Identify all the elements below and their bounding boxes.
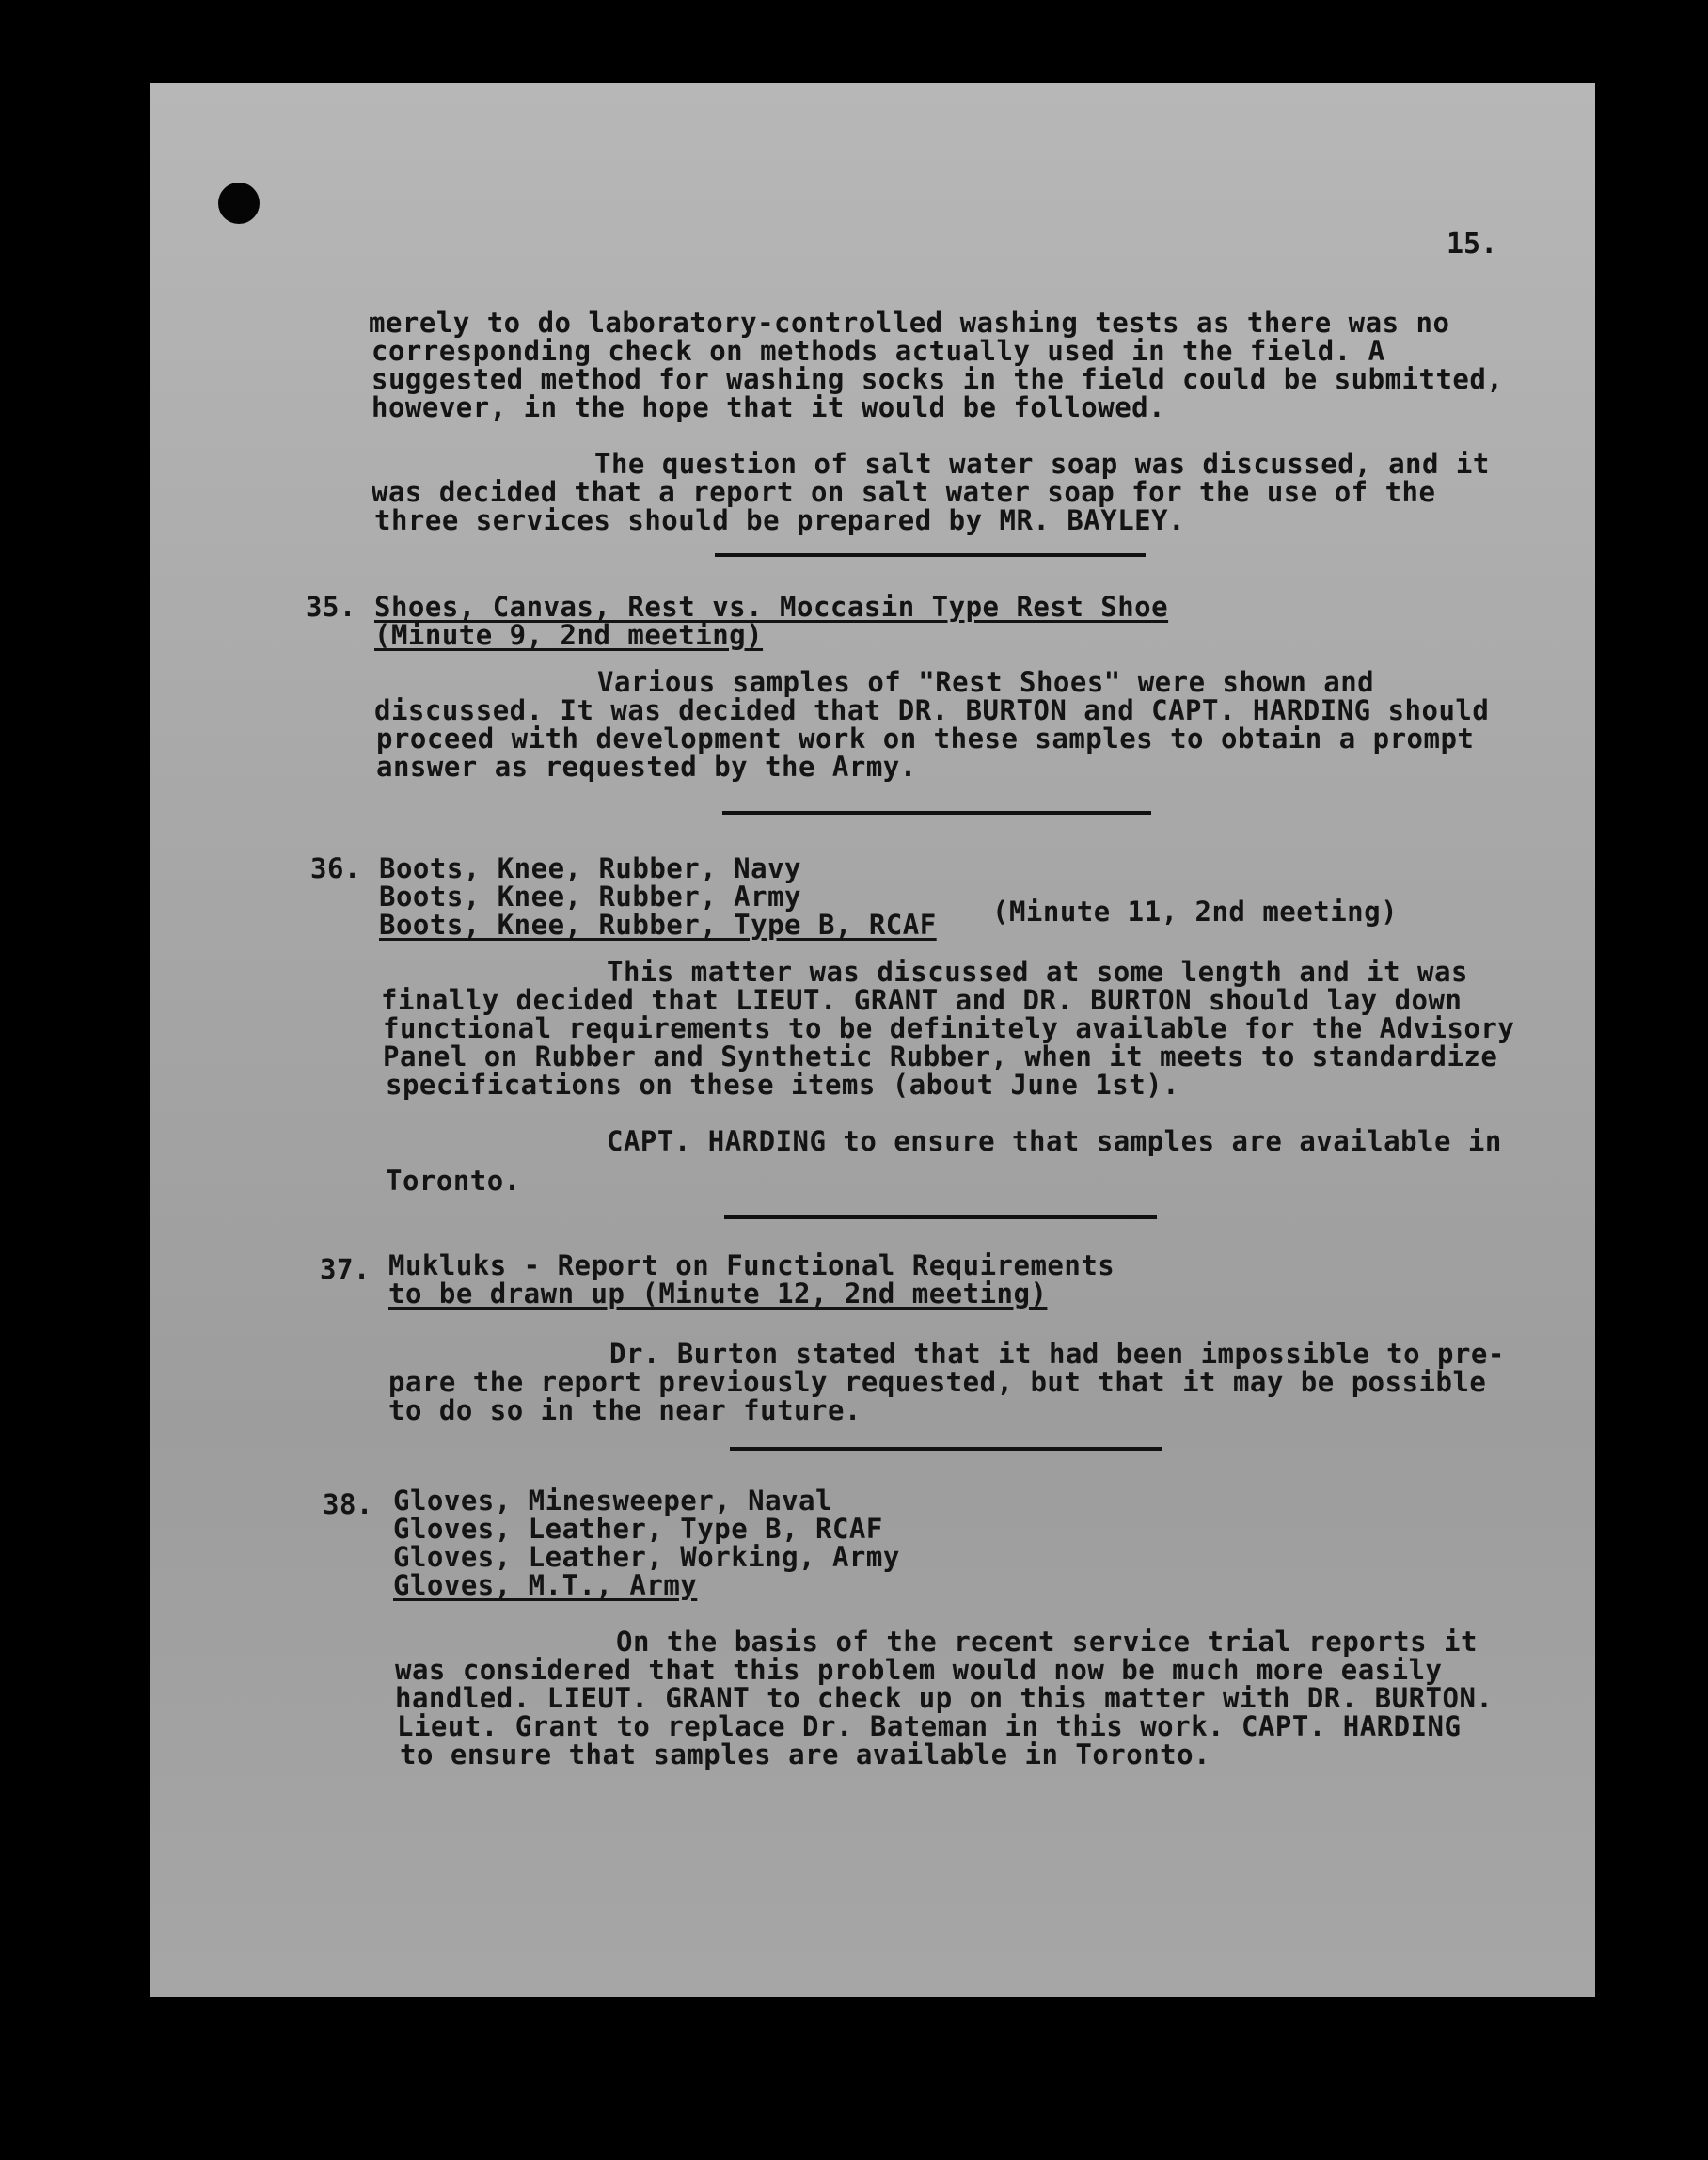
item-heading: Boots, Knee, Rubber, Navy [379, 852, 801, 884]
item-heading: Boots, Knee, Rubber, Type B, RCAF [379, 909, 937, 941]
item-number: 36. [310, 852, 361, 884]
text-line: was decided that a report on salt water soap for the use of the [372, 476, 1436, 508]
text-line: specifications on these items (about June 1st). [386, 1069, 1180, 1101]
text-line: to do so in the near future. [388, 1394, 862, 1426]
item-number: 35. [306, 591, 356, 623]
text-line: On the basis of the recent service trial reports it [616, 1626, 1478, 1658]
text-line: Dr. Burton stated that it had been impossible to pre- [609, 1338, 1505, 1370]
text-line: CAPT. HARDING to ensure that samples are available in [607, 1125, 1502, 1157]
text-line: corresponding check on methods actually used in the field. A [372, 335, 1385, 367]
text-line: merely to do laboratory-controlled washing tests as there was no [369, 307, 1450, 339]
text-line: suggested method for washing socks in the field could be submitted, [372, 363, 1504, 395]
text-line: handled. LIEUT. GRANT to check up on this matter with DR. BURTON. [395, 1682, 1494, 1714]
text-line: This matter was discussed at some length and it was [607, 956, 1468, 988]
section-divider [715, 553, 1146, 557]
punch-hole [218, 183, 260, 224]
text-line: however, in the hope that it would be followed. [372, 391, 1166, 423]
text-line: Various samples of "Rest Shoes" were shown and [597, 666, 1375, 698]
item-heading: to be drawn up (Minute 12, 2nd meeting) [388, 1278, 1048, 1310]
text-line: Toronto. [386, 1165, 521, 1197]
text-line: proceed with development work on these samples to obtain a prompt [376, 723, 1475, 754]
text-line: functional requirements to be definitely available for the Advisory [383, 1012, 1515, 1044]
text-line: The question of salt water soap was discussed, and it [594, 448, 1490, 480]
item-heading: Mukluks - Report on Functional Requirements [388, 1249, 1115, 1281]
text-line: finally decided that LIEUT. GRANT and DR. BURTON should lay down [381, 984, 1463, 1016]
text-line: pare the report previously requested, but that it may be possible [388, 1366, 1487, 1398]
item-number: 37. [320, 1253, 371, 1285]
item-heading: Shoes, Canvas, Rest vs. Moccasin Type Rest Shoe [374, 591, 1169, 623]
item-heading: (Minute 9, 2nd meeting) [374, 619, 764, 651]
text-line: was considered that this problem would now be much more easily [395, 1654, 1443, 1686]
section-divider [724, 1215, 1157, 1219]
item-heading: Gloves, Minesweeper, Naval [393, 1485, 832, 1517]
text-line: discussed. It was decided that DR. BURTON and CAPT. HARDING should [374, 694, 1490, 726]
text-line: Lieut. Grant to replace Dr. Bateman in this work. CAPT. HARDING [397, 1710, 1462, 1742]
text-line: three services should be prepared by MR. BAYLEY. [374, 504, 1186, 536]
item-heading: Gloves, Leather, Working, Army [393, 1541, 900, 1573]
item-number: 38. [323, 1488, 373, 1520]
section-divider [722, 811, 1151, 815]
section-divider [730, 1447, 1162, 1451]
text-line: to ensure that samples are available in Toronto. [400, 1739, 1211, 1771]
minute-reference: (Minute 11, 2nd meeting) [992, 896, 1399, 928]
item-heading: Gloves, M.T., Army [393, 1569, 698, 1601]
page-number: 15. [1447, 228, 1498, 261]
text-line: answer as requested by the Army. [376, 751, 917, 783]
item-heading: Gloves, Leather, Type B, RCAF [393, 1513, 883, 1545]
text-line: Panel on Rubber and Synthetic Rubber, when it meets to standardize [383, 1040, 1498, 1072]
item-heading: Boots, Knee, Rubber, Army [379, 881, 801, 913]
